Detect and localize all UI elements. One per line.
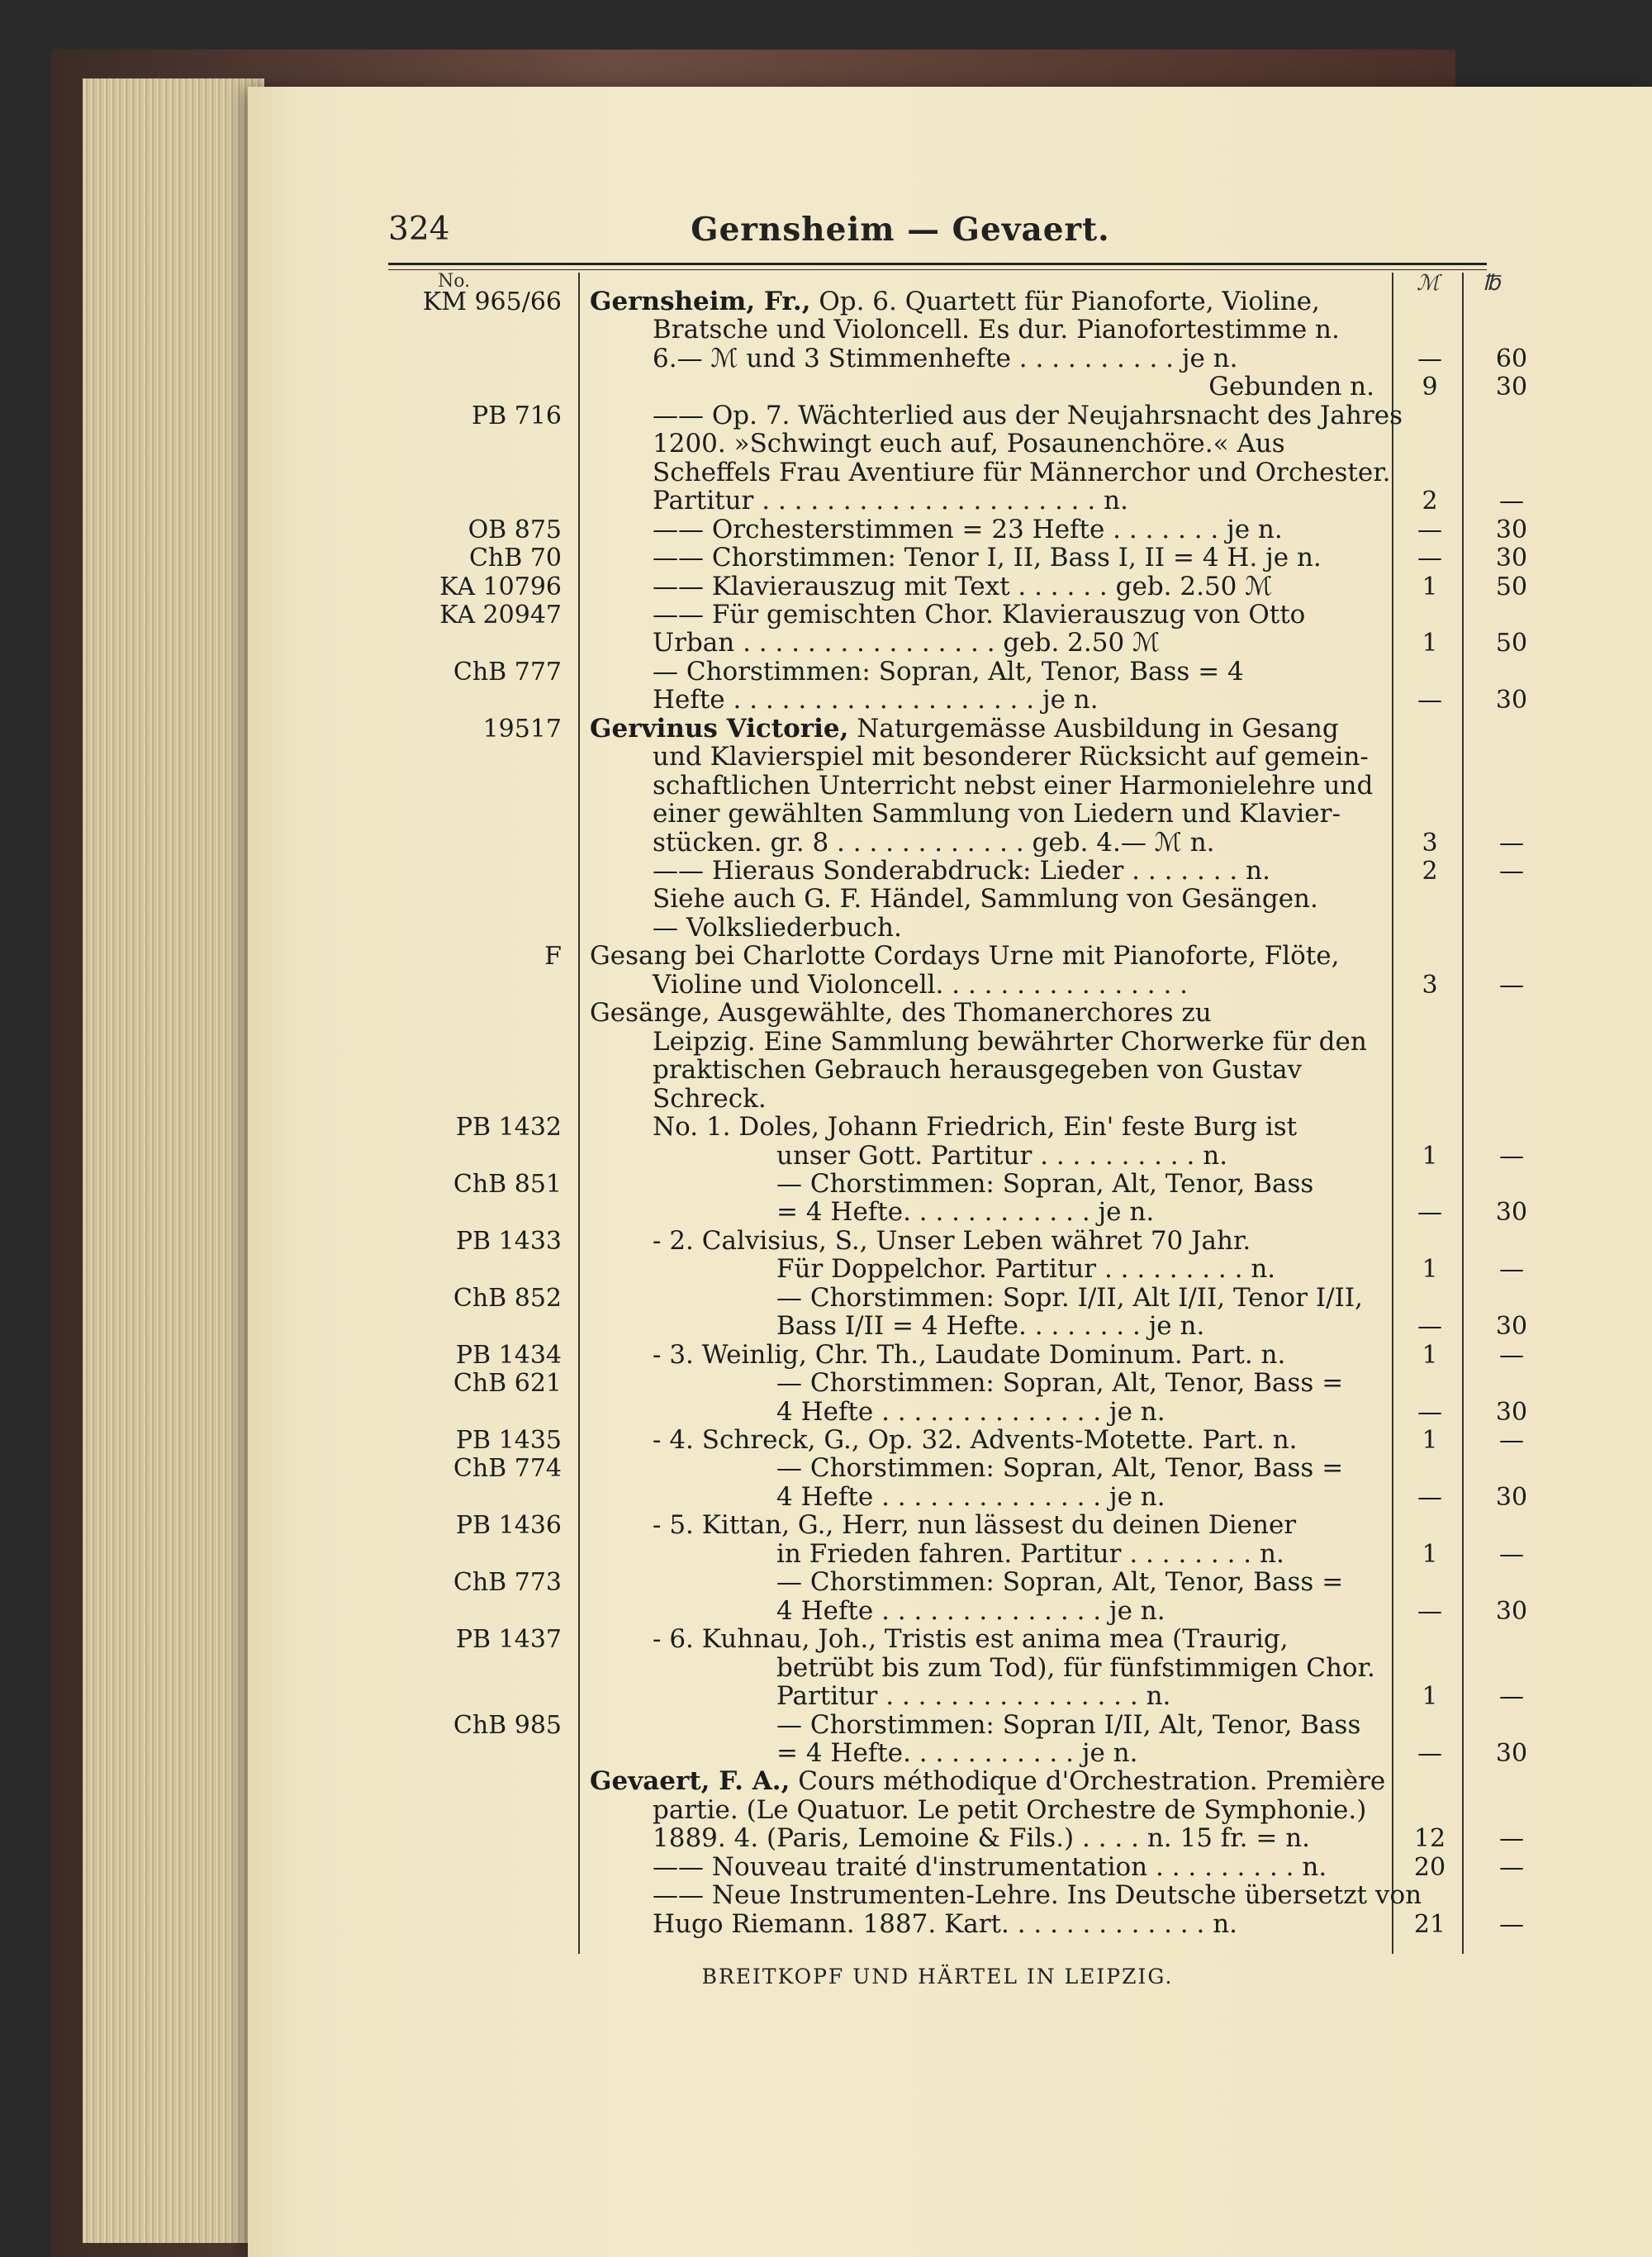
entry-text: — Chorstimmen: Sopran, Alt, Tenor, Bass = bbox=[776, 1453, 1344, 1484]
catalog-row bbox=[388, 942, 1487, 971]
entry-text: betrübt bis zum Tod), für fünfstimmigen Chor. bbox=[776, 1652, 1375, 1683]
col-header-pf: ℔ bbox=[1483, 271, 1501, 296]
entry-text: Schreck. bbox=[653, 1083, 767, 1114]
entry-text: 4 Hefte . . . . . . . . . . . . . . je n. bbox=[776, 1396, 1165, 1427]
entry-text: —— Für gemischten Chor. Klavierauszug von Otto bbox=[653, 599, 1306, 630]
entry-text: — Chorstimmen: Sopran I/II, Alt, Tenor, Bass bbox=[776, 1709, 1361, 1740]
entry-text: Violine und Violoncell. . . . . . . . . . . . . . . . bbox=[653, 969, 1189, 1000]
entry-text: — Chorstimmen: Sopran, Alt, Tenor, Bass bbox=[776, 1168, 1314, 1199]
catalog-row bbox=[388, 1767, 1487, 1796]
price-pfennig: — bbox=[1499, 1340, 1524, 1370]
catalog-number: OB 875 bbox=[468, 515, 562, 544]
catalog-number: PB 716 bbox=[471, 401, 562, 430]
entry-text: praktischen Gebrauch herausgegeben von Gustav bbox=[653, 1055, 1303, 1086]
price-mark: — bbox=[1417, 1312, 1442, 1342]
catalog-row bbox=[388, 1284, 1487, 1313]
entry-text: Gernsheim, Fr., Op. 6. Quartett für Pianoforte, Violine, bbox=[590, 287, 1320, 316]
price-pfennig: 60 bbox=[1495, 344, 1528, 373]
catalog-row bbox=[388, 1369, 1487, 1398]
entry-text: schaftlichen Unterricht nebst einer Harmonielehre und bbox=[653, 770, 1374, 801]
price-mark: — bbox=[1417, 1198, 1442, 1228]
price-mark: 2 bbox=[1422, 857, 1438, 886]
entry-text: —— Hieraus Sonderabdruck: Lieder . . . . . . . n. bbox=[653, 856, 1270, 886]
price-mark: 21 bbox=[1413, 1909, 1446, 1939]
catalog-row bbox=[388, 914, 1487, 943]
catalog-number: ChB 773 bbox=[453, 1568, 562, 1598]
price-pfennig: — bbox=[1499, 1255, 1524, 1285]
entry-text: - 6. Kuhnau, Joh., Tristis est anima mea (Traurig, bbox=[653, 1624, 1289, 1655]
price-mark: 1 bbox=[1422, 1340, 1438, 1370]
price-mark: — bbox=[1417, 515, 1442, 544]
entry-text: Partitur . . . . . . . . . . . . . . . . n. bbox=[776, 1681, 1171, 1712]
header-rule bbox=[388, 263, 1487, 265]
catalog-row bbox=[388, 1538, 1524, 1569]
catalog-row bbox=[388, 486, 1524, 516]
catalog-row bbox=[388, 827, 1524, 858]
price-mark: — bbox=[1417, 1596, 1442, 1626]
price-pfennig: — bbox=[1499, 1426, 1524, 1455]
catalog-number: ChB 777 bbox=[453, 657, 562, 687]
catalog-row bbox=[388, 316, 1487, 344]
catalog-row bbox=[388, 1254, 1524, 1285]
catalog-row bbox=[388, 1311, 1528, 1342]
catalog-row bbox=[388, 885, 1487, 914]
price-pfennig: 30 bbox=[1495, 1596, 1528, 1626]
catalog-row bbox=[388, 1056, 1487, 1085]
price-mark: 20 bbox=[1413, 1852, 1446, 1882]
catalog-row bbox=[388, 1197, 1528, 1228]
price-mark: 2 bbox=[1422, 487, 1438, 516]
entry-text: —— Orchesterstimmen = 23 Hefte . . . . . . . je n. bbox=[653, 514, 1283, 544]
price-pfennig: — bbox=[1499, 970, 1524, 1000]
catalog-row bbox=[388, 287, 1487, 316]
catalog-row bbox=[388, 1654, 1487, 1683]
catalog-row bbox=[388, 1227, 1487, 1256]
price-pfennig: — bbox=[1499, 1909, 1524, 1939]
price-mark: 1 bbox=[1422, 572, 1438, 601]
entry-author: Gernsheim, Fr., bbox=[590, 287, 811, 316]
running-head: Gernsheim — Gevaert. bbox=[691, 211, 1110, 249]
catalog-number: ChB 852 bbox=[453, 1283, 562, 1313]
catalog-row bbox=[388, 1454, 1487, 1483]
catalog-number: ChB 774 bbox=[453, 1454, 562, 1484]
entry-text: —— Op. 7. Wächterlied aus der Neujahrsnacht des Jahres bbox=[653, 400, 1403, 430]
catalog-row bbox=[388, 402, 1487, 430]
catalog-number: PB 1433 bbox=[455, 1226, 562, 1256]
price-mark: 1 bbox=[1422, 1682, 1438, 1712]
entry-text: in Frieden fahren. Partitur . . . . . . . . n. bbox=[776, 1538, 1284, 1569]
catalog-row bbox=[388, 1028, 1487, 1057]
entry-text: Gesänge, Ausgewählte, des Thomanerchores zu bbox=[590, 998, 1212, 1029]
catalog-row bbox=[388, 658, 1487, 687]
header-rule-thin bbox=[388, 269, 1487, 270]
catalog-row bbox=[388, 571, 1528, 601]
catalog-row bbox=[388, 1881, 1487, 1910]
entry-text: Urban . . . . . . . . . . . . . . . . geb. 2.50 ℳ bbox=[653, 628, 1161, 658]
page-header bbox=[388, 211, 1412, 252]
entry-author: Gevaert, F. A., bbox=[590, 1766, 790, 1797]
catalog-row bbox=[388, 856, 1524, 886]
entry-text: einer gewählten Sammlung von Liedern und Klavier- bbox=[653, 799, 1341, 829]
price-mark: 1 bbox=[1422, 1426, 1438, 1455]
catalog-row bbox=[388, 1113, 1487, 1142]
col-header-mark: ℳ bbox=[1417, 271, 1440, 296]
entry-text: 6.— ℳ und 3 Stimmenhefte . . . . . . . . . . je n. bbox=[653, 343, 1238, 373]
catalog-number: F bbox=[544, 942, 562, 972]
price-mark: — bbox=[1417, 344, 1442, 373]
entry-text: —— Nouveau traité d'instrumentation . . . . . . . . . n. bbox=[653, 1851, 1327, 1882]
price-mark: 9 bbox=[1422, 373, 1438, 402]
entry-text: - 4. Schreck, G., Op. 32. Advents-Motette. Part. n. bbox=[653, 1425, 1298, 1455]
catalog-number: ChB 851 bbox=[453, 1169, 562, 1199]
catalog-row bbox=[388, 1481, 1528, 1512]
entry-text: —— Klavierauszug mit Text . . . . . . geb. 2.50 ℳ bbox=[653, 571, 1273, 601]
catalog-number: KM 965/66 bbox=[422, 287, 562, 316]
catalog-number: PB 1436 bbox=[455, 1511, 562, 1541]
price-pfennig: 30 bbox=[1495, 1198, 1528, 1228]
entry-text: Für Doppelchor. Partitur . . . . . . . . . n. bbox=[776, 1254, 1276, 1285]
price-pfennig: — bbox=[1499, 1141, 1524, 1171]
catalog-row bbox=[388, 743, 1487, 772]
entry-text: Gevaert, F. A., Cours méthodique d'Orchestration. Première bbox=[590, 1766, 1386, 1797]
catalog-row bbox=[388, 1823, 1524, 1854]
entry-text: partie. (Le Quatuor. Le petit Orchestre de Symphonie.) bbox=[653, 1794, 1367, 1825]
price-pfennig: 50 bbox=[1495, 629, 1528, 658]
catalog-number: ChB 985 bbox=[453, 1710, 562, 1740]
catalog-row bbox=[388, 1085, 1487, 1114]
catalog-row bbox=[388, 372, 1528, 402]
catalog-row bbox=[388, 628, 1528, 658]
entry-text: = 4 Hefte. . . . . . . . . . . je n. bbox=[776, 1737, 1138, 1768]
price-mark: — bbox=[1417, 1397, 1442, 1427]
entry-text: — Chorstimmen: Sopr. I/II, Alt I/II, Tenor I/II, bbox=[776, 1282, 1363, 1313]
entry-text: - 2. Calvisius, S., Unser Leben währet 70 Jahr. bbox=[653, 1225, 1251, 1256]
entry-text: — Volksliederbuch. bbox=[653, 912, 902, 943]
entry-text: 4 Hefte . . . . . . . . . . . . . . je n. bbox=[776, 1481, 1165, 1512]
entry-text: Siehe auch G. F. Händel, Sammlung von Gesängen. bbox=[653, 884, 1318, 915]
page-edges bbox=[83, 78, 264, 2243]
entry-text: Hugo Riemann. 1887. Kart. . . . . . . . . . . . . n. bbox=[653, 1908, 1238, 1939]
catalog-row bbox=[388, 430, 1487, 459]
catalog-row bbox=[388, 1170, 1487, 1199]
price-pfennig: — bbox=[1499, 1824, 1524, 1854]
entry-text: Gervinus Victorie, Naturgemässe Ausbildung in Gesang bbox=[590, 713, 1339, 744]
entry-text: Hefte . . . . . . . . . . . . . . . . . . . je n. bbox=[653, 685, 1099, 715]
entry-text: 4 Hefte . . . . . . . . . . . . . . je n. bbox=[776, 1595, 1165, 1626]
entry-text: — Chorstimmen: Sopran, Alt, Tenor, Bass = 4 bbox=[653, 656, 1244, 687]
price-pfennig: 30 bbox=[1495, 544, 1528, 573]
price-pfennig: 30 bbox=[1495, 1482, 1528, 1512]
page-number: 324 bbox=[388, 211, 450, 248]
catalog-row bbox=[388, 1140, 1524, 1171]
price-mark: — bbox=[1417, 1738, 1442, 1768]
price-mark: 1 bbox=[1422, 1255, 1438, 1285]
catalog-number: ChB 621 bbox=[453, 1369, 562, 1399]
catalog-number: PB 1434 bbox=[455, 1340, 562, 1370]
catalog-number: 19517 bbox=[482, 714, 562, 744]
entry-text: 1889. 4. (Paris, Lemoine & Fils.) . . . . n. 15 fr. = n. bbox=[653, 1823, 1311, 1854]
entry-author: Gervinus Victorie, bbox=[590, 713, 849, 744]
entry-text: Gesang bei Charlotte Cordays Urne mit Pianoforte, Flöte, bbox=[590, 941, 1340, 972]
catalog-number: KA 10796 bbox=[439, 572, 562, 601]
catalog-row bbox=[388, 459, 1487, 487]
price-mark: — bbox=[1417, 544, 1442, 573]
price-pfennig: 30 bbox=[1495, 1312, 1528, 1342]
catalog-row bbox=[388, 343, 1528, 373]
catalog-row bbox=[388, 1711, 1487, 1740]
price-mark: 3 bbox=[1422, 970, 1438, 1000]
price-mark: 1 bbox=[1422, 1539, 1438, 1569]
catalog-row bbox=[388, 685, 1528, 715]
catalog-row bbox=[388, 1851, 1524, 1882]
catalog-row bbox=[388, 969, 1524, 1000]
entry-text: Partitur . . . . . . . . . . . . . . . . . . . . . n. bbox=[653, 486, 1128, 516]
entry-text: stücken. gr. 8 . . . . . . . . . . . . geb. 4.— ℳ n. bbox=[653, 827, 1215, 858]
col-header-no: No. bbox=[438, 271, 471, 292]
price-mark: 1 bbox=[1422, 1141, 1438, 1171]
entry-text: — Chorstimmen: Sopran, Alt, Tenor, Bass = bbox=[776, 1368, 1344, 1399]
price-pfennig: — bbox=[1499, 828, 1524, 858]
entry-text: unser Gott. Partitur . . . . . . . . . . n. bbox=[776, 1140, 1228, 1171]
catalog-row bbox=[388, 1595, 1528, 1626]
catalog-row bbox=[388, 800, 1487, 829]
entry-text: Bratsche und Violoncell. Es dur. Pianofortestimme n. bbox=[653, 315, 1340, 345]
catalog-row bbox=[388, 543, 1528, 573]
catalog-row bbox=[388, 1511, 1487, 1540]
entry-text: 1200. »Schwingt euch auf, Posaunenchöre.« Aus bbox=[653, 429, 1285, 459]
catalog-number: PB 1432 bbox=[455, 1113, 562, 1143]
catalog-row bbox=[388, 1737, 1528, 1768]
price-pfennig: — bbox=[1499, 1682, 1524, 1712]
price-mark: 3 bbox=[1422, 828, 1438, 858]
price-pfennig: — bbox=[1499, 487, 1524, 516]
price-mark: 12 bbox=[1413, 1824, 1446, 1854]
price-mark: 1 bbox=[1422, 629, 1438, 658]
entry-text: —— Neue Instrumenten-Lehre. Ins Deutsche übersetzt von bbox=[653, 1880, 1422, 1911]
price-mark: — bbox=[1417, 1482, 1442, 1512]
price-pfennig: 50 bbox=[1495, 572, 1528, 601]
entry-text: Bass I/II = 4 Hefte. . . . . . . . je n. bbox=[776, 1311, 1205, 1342]
catalog-row bbox=[388, 1396, 1528, 1427]
catalog-row bbox=[388, 1568, 1487, 1597]
catalog-row bbox=[388, 1796, 1487, 1825]
price-pfennig: 30 bbox=[1495, 515, 1528, 544]
entry-text: Leipzig. Eine Sammlung bewährter Chorwerke für den bbox=[653, 1026, 1367, 1057]
price-pfennig: 30 bbox=[1495, 686, 1528, 715]
price-pfennig: 30 bbox=[1495, 1738, 1528, 1768]
catalog-row bbox=[388, 1425, 1524, 1455]
catalog-row bbox=[388, 514, 1528, 544]
entry-text: Scheffels Frau Aventiure für Männerchor und Orchester. bbox=[653, 457, 1391, 487]
price-pfennig: 30 bbox=[1495, 1397, 1528, 1427]
entry-text: - 5. Kittan, G., Herr, nun lässest du deinen Diener bbox=[653, 1510, 1297, 1541]
catalog-number: PB 1437 bbox=[455, 1625, 562, 1655]
catalog-row bbox=[388, 1908, 1524, 1939]
price-pfennig: 30 bbox=[1495, 373, 1528, 402]
catalog-row bbox=[388, 1681, 1524, 1712]
entry-text: Gebunden n. bbox=[1208, 372, 1374, 402]
catalog-row bbox=[388, 601, 1487, 630]
entry-text: und Klavierspiel mit besonderer Rücksicht auf gemein- bbox=[653, 742, 1369, 772]
catalog-row bbox=[388, 1339, 1524, 1370]
entry-text: —— Chorstimmen: Tenor I, II, Bass I, II = 4 H. je n. bbox=[653, 543, 1322, 573]
publisher-footer: BREITKOPF UND HÄRTEL IN LEIPZIG. bbox=[701, 1965, 1174, 1989]
price-pfennig: — bbox=[1499, 1539, 1524, 1569]
catalog-row bbox=[388, 999, 1487, 1028]
entry-text: = 4 Hefte. . . . . . . . . . . . je n. bbox=[776, 1197, 1155, 1228]
entry-text: - 3. Weinlig, Chr. Th., Laudate Dominum. Part. n. bbox=[653, 1339, 1286, 1370]
price-pfennig: — bbox=[1499, 857, 1524, 886]
catalog-number: ChB 70 bbox=[468, 544, 562, 573]
catalog-number: PB 1435 bbox=[455, 1426, 562, 1455]
catalog-row bbox=[388, 715, 1487, 744]
price-mark: — bbox=[1417, 686, 1442, 715]
entry-text: No. 1. Doles, Johann Friedrich, Ein' feste Burg ist bbox=[653, 1112, 1298, 1143]
catalog-row bbox=[388, 772, 1487, 801]
entry-text: — Chorstimmen: Sopran, Alt, Tenor, Bass = bbox=[776, 1567, 1344, 1598]
catalog-row bbox=[388, 1625, 1487, 1654]
price-pfennig: — bbox=[1499, 1852, 1524, 1882]
catalog-number: KA 20947 bbox=[439, 600, 562, 630]
